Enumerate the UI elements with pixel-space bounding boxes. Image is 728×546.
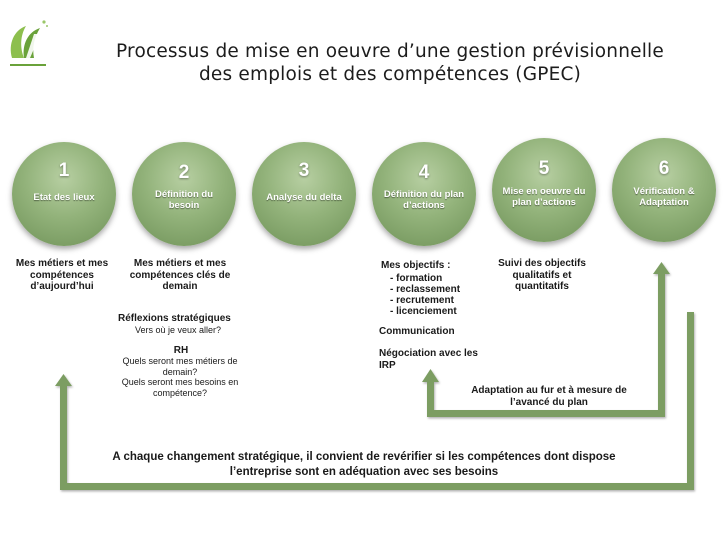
strategic-note: A chaque changement stratégique, il convient de revérifier si les compétences dont dispose l’entreprise sont en adéquation avec ses besoins — [112, 451, 616, 478]
objective-item: - licenciement — [390, 306, 457, 317]
adaptation-arrow — [422, 262, 670, 417]
negotiation-text: Négociation avec les IRP — [379, 348, 478, 371]
step-4-number: 4 — [418, 162, 430, 183]
objective-item: - formation — [390, 273, 443, 284]
current-skills-text: Mes métiers et mes compétences d’aujourd’hui — [15, 258, 109, 292]
step-2-number: 2 — [178, 162, 190, 183]
reflexions-subtitle: Vers où je veux aller? — [134, 325, 222, 335]
objectives-title: Mes objectifs : — [381, 260, 451, 271]
future-skills-text: Mes métiers et mes compétences clés de demain — [129, 258, 231, 292]
step-4-label: Définition du plan d’actions — [383, 189, 465, 211]
step-5-number: 5 — [538, 158, 550, 179]
step-6-number: 6 — [658, 158, 670, 179]
objective-item: - reclassement — [390, 284, 461, 295]
communication-text: Communication — [379, 326, 455, 337]
adaptation-text: Adaptation au fur et à mesure de l’avancé du plan — [471, 385, 627, 408]
title-line-1: Processus de mise en oeuvre d’une gestion prévisionnelle — [116, 41, 664, 62]
objective-item: - recrutement — [390, 295, 454, 306]
rh-title: RH — [173, 345, 189, 356]
step-5-label: Mise en oeuvre du plan d’actions — [502, 186, 586, 208]
rh-question-2: Quels seront mes besoins en compétence? — [121, 377, 239, 398]
step-3-label: Analyse du delta — [266, 192, 342, 203]
title-line-2: des emplois et des compétences (GPEC) — [198, 64, 582, 85]
step-2-label: Définition du besoin — [154, 189, 214, 211]
followup-text: Suivi des objectifs qualitatifs et quantitatifs — [498, 258, 586, 292]
reflexions-title: Réflexions stratégiques — [118, 313, 231, 324]
step-1-label: Etat des lieux — [33, 192, 95, 203]
rh-question-1: Quels seront mes métiers de demain? — [122, 356, 238, 377]
step-6-label: Vérification & Adaptation — [633, 186, 695, 208]
step-1-number: 1 — [58, 160, 70, 181]
step-3-number: 3 — [298, 160, 310, 181]
